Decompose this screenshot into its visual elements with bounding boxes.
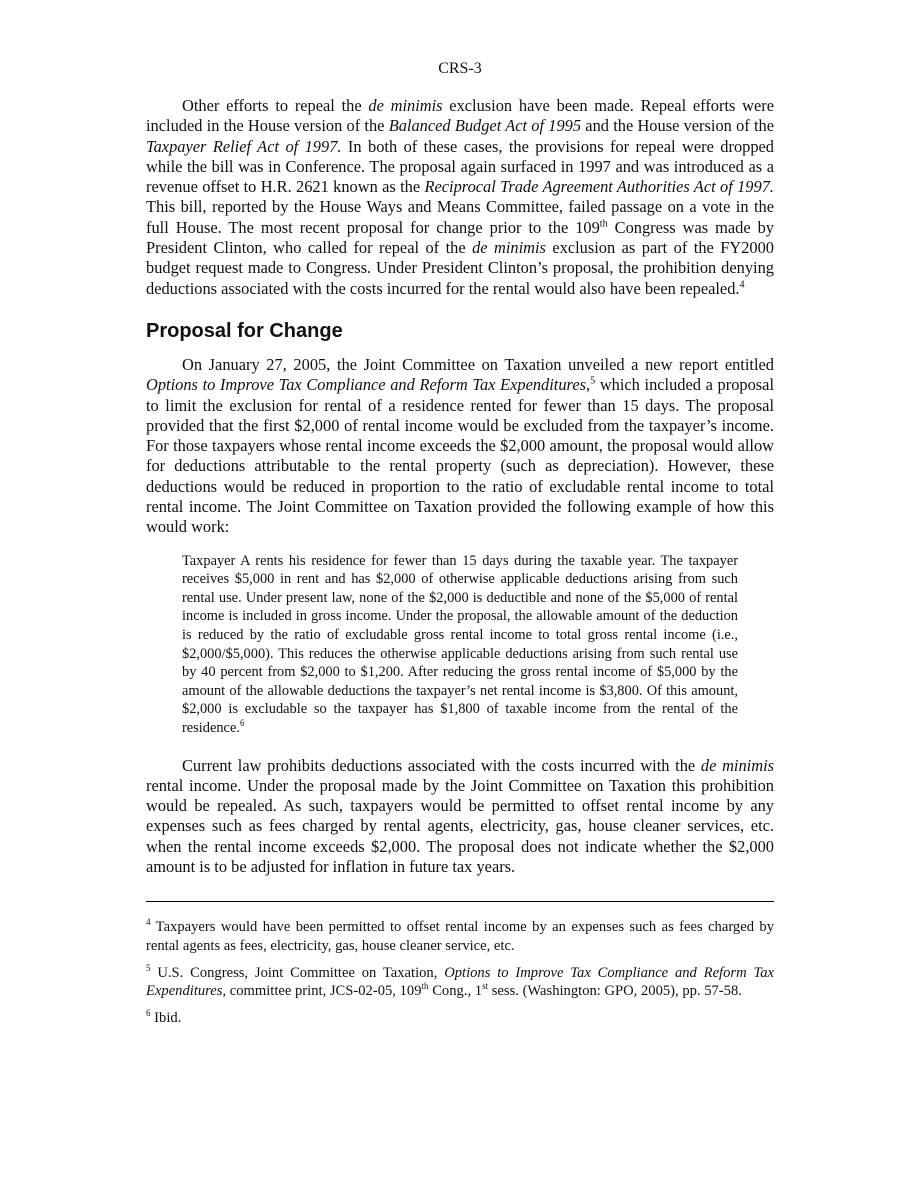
italic-term: de minimis	[368, 96, 443, 115]
text-run: On January 27, 2005, the Joint Committee on Taxation unveiled a new report entitled	[182, 354, 774, 374]
footnote-text: U.S. Congress, Joint Committee on Taxation,	[150, 964, 445, 981]
italic-act-title: Taxpayer Relief Act of 1997.	[146, 136, 342, 156]
italic-report-title: Options to Improve Tax Compliance and Reform Tax Expenditures	[146, 375, 586, 395]
footnote-ref-5[interactable]: 5	[590, 375, 596, 387]
text-run: and the House version of the	[581, 116, 774, 136]
footnote-number: 6	[146, 1007, 151, 1018]
page-header	[146, 58, 774, 80]
text-run: which included a proposal to limit the exclusion for rental of a residence rented for fewer than 15 days. The proposal provided that the first $2,000 of rental income would be excluded from the taxpayer’s income. For those taxpayers whose rental income exceeds the $2,000 amount, the proposal would allow for deductions attributable to the rental property (such as depreciation). However, these deductions would be reduced in proportion to the ratio of excludable rental income to total rental income. The Joint Committee on Taxation provided the following example of how this would work:	[146, 375, 775, 537]
footnote-ref-6[interactable]: 6	[239, 718, 245, 729]
text-run: This bill, reported by the House Ways and Means Committee, failed passage on a vote in the full House. The most recent proposal for change prior to the 109	[146, 197, 774, 237]
footnote-text: Taxpayers would have been permitted to offset rental income by an expenses such as fees charged by rental agents as fees, electricity, gas, house cleaner service, etc.	[146, 919, 774, 954]
block-quote-example	[182, 552, 738, 738]
footnote-ref-4[interactable]: 4	[739, 279, 745, 291]
text-run: Other efforts to repeal the	[182, 96, 369, 115]
footnote-number: 5	[146, 962, 151, 973]
quote-text: Taxpayer A rents his residence for fewer than 15 days during the taxable year. The taxpayer receives $5,000 in rent and has $2,000 of otherwise applicable deductions arising from such rental use. Under present law, none of the $2,000 is deductible and none of the $5,000 of rental income is included in gross income. Under the proposal, the allowable amount of the deduction is reduced by the ratio of excludable gross rental income to total gross rental income (i.e., $2,000/$5,000). This reduces the otherwise applicable deductions arising from such rental use by 40 percent from $2,000 to $1,200. After reducing the gross rental income of $5,000 by the amount of the allowable deductions the taxpayer’s net rental income is $3,800. Of this amount, $2,000 is excludable so the taxpayer has $1,800 of taxable income from the rental of the residence.	[182, 552, 738, 736]
text-run: exclusion as part of the FY2000 budget request made to Congress. Under President Clinton’s proposal, the prohibition denying deductions associated with the costs incurred for the rental would also have been repealed.	[146, 238, 774, 298]
ordinal-superscript: th	[421, 981, 429, 992]
ordinal-superscript: st	[482, 981, 489, 992]
italic-act-title: Reciprocal Trade Agreement Authorities Act of 1997.	[424, 177, 774, 197]
text-run: exclusion have been made. Repeal efforts were included in the House version of the	[146, 96, 774, 136]
footnote-4	[146, 918, 774, 955]
text-run: rental income. Under the proposal made by the Joint Committee on Taxation this prohibition would be repealed. As such, taxpayers would be permitted to offset rental income by any expenses such as fees charged by rental agents, electricity, gas, house cleaner services, etc. when the rental income exceeds $2,000. The proposal does not indicate whether the $2,000 amount is to be adjusted for inflation in future tax years.	[146, 775, 774, 877]
italic-term: de minimis	[700, 755, 774, 775]
footnote-divider	[146, 901, 774, 902]
italic-term: de minimis	[472, 238, 546, 258]
footnote-6	[146, 1009, 774, 1028]
text-run: In both of these cases, the provisions for repeal were dropped while the bill was in Conference. The proposal again surfaced in 1997 and was introduced as a revenue offset to H.R. 2621 known as the	[146, 136, 774, 197]
ordinal-superscript: th	[599, 218, 608, 230]
italic-act-title: Balanced Budget Act of 1995	[388, 116, 582, 136]
text-run: Current law prohibits deductions associated with the costs incurred with the	[182, 755, 701, 775]
paragraph-proposal	[146, 355, 774, 538]
footnote-text: sess. (Washington: GPO, 2005), pp. 57-58.	[488, 983, 742, 1000]
paragraph-repeal-efforts	[146, 96, 774, 299]
footnote-text: , committee print, JCS-02-05, 109	[222, 983, 422, 1000]
text-run: ,	[585, 375, 591, 395]
footnote-5	[146, 964, 774, 1001]
footnote-number: 4	[146, 917, 151, 928]
section-heading: Proposal for Change	[146, 319, 343, 342]
footnote-text: Cong., 1	[428, 983, 483, 1000]
paragraph-current-law	[146, 756, 774, 878]
footnote-text: Ibid.	[150, 1009, 182, 1026]
page-number: CRS-3	[438, 60, 482, 77]
italic-report-title: Options to Improve Tax Compliance and Reform Tax Expenditures	[146, 964, 774, 1000]
text-run: Congress was made by President Clinton, who called for repeal of the	[146, 217, 774, 258]
document-page	[146, 0, 774, 1027]
